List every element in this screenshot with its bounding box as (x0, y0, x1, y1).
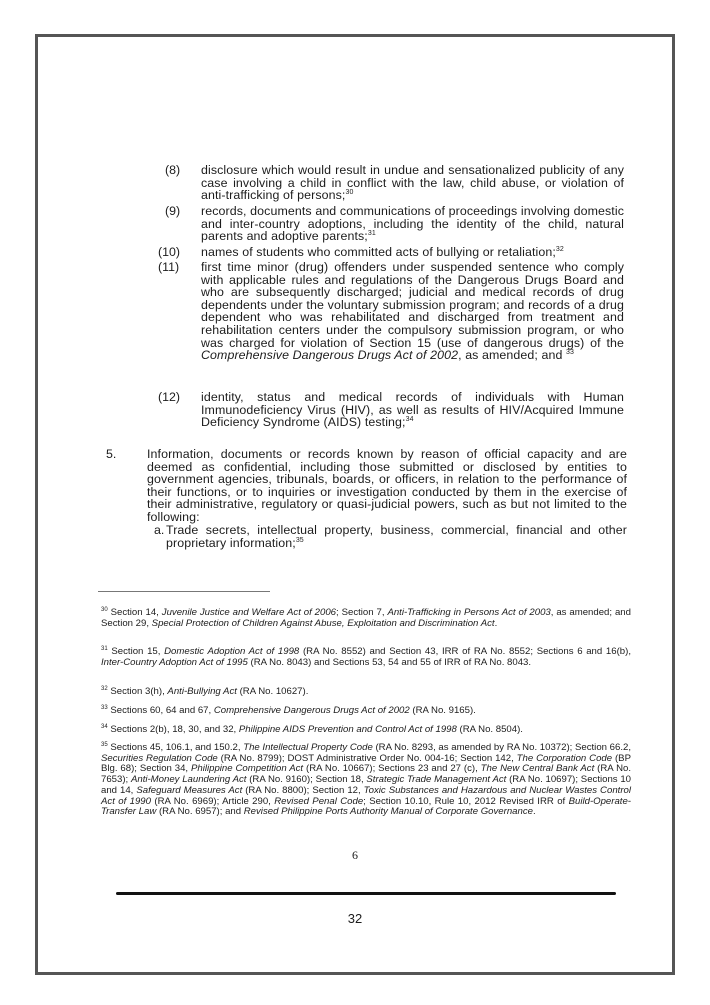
fn-text: Section 14, (107, 607, 162, 618)
fn-act: Build-Operate-Transfer Law (101, 795, 631, 818)
footnote-35 (101, 743, 631, 818)
fn-text: (RA No. 8504). (456, 724, 523, 735)
list-item-12 (201, 391, 624, 429)
fn-text: Sections 60, 64 and 67, (107, 705, 214, 716)
footnote-34 (101, 725, 631, 736)
item-number: (10) (158, 245, 181, 259)
fn-text: Sections 2(b), 18, 30, and 32, (107, 724, 239, 735)
footnote-number: 35 (101, 741, 108, 748)
fn-act: Juvenile Justice and Welfare Act of 2006 (161, 607, 337, 618)
list-item-8 (201, 164, 624, 202)
footnote-31 (101, 647, 631, 668)
fn-text: (RA No. 10627). (236, 686, 309, 697)
fn-text: (RA No. 10697); Sections 10 and 14, (101, 774, 632, 796)
list-item-9 (201, 205, 624, 243)
fn-text: . (494, 617, 498, 629)
footnote-number: 32 (101, 685, 108, 692)
item-number: (12) (158, 390, 181, 404)
section-5-text: Information, documents or records known by reason of official capacity and are deemed as confidential, including those submitted or disclosed by entities to government agencies, tribunals, boards, or officers, in relation to the performance of their functions, or to inquiries or investigation conducted by them in the exercise of their administrative, regulatory or quasi-judicial powers, such as but not limited to the following: (147, 447, 627, 524)
footnote-ref[interactable]: 35 (295, 536, 304, 544)
fn-text: (RA No. 8552) and Section 43, IRR of RA No. 8552; Sections 6 and 16(b), (299, 646, 631, 657)
fn-text: (RA No. 9165). (409, 705, 476, 716)
item-text: records, documents and communications of proceedings involving domestic and inter-country adoptions, including the identity of the child, natural parents and adoptive parents; (201, 204, 624, 244)
fn-act: The Intellectual Property Code (243, 742, 373, 753)
footnote-ref[interactable]: 33 (566, 349, 574, 357)
scanned-page (38, 37, 672, 972)
fn-text: ; Section 7, (336, 607, 388, 618)
fn-text: (RA No. 9160); Section 18, (246, 774, 367, 786)
footnote-number: 31 (101, 645, 108, 652)
footnote-33 (101, 706, 631, 717)
fn-act: The New Central Bank Act (480, 763, 595, 775)
list-item-11 (201, 261, 624, 362)
fn-act: Revised Philippine Ports Authority Manual of Corporate Governance (243, 806, 533, 818)
fn-act: Special Protection of Children Against Abuse, Exploitation and Discrimination Act (151, 617, 495, 629)
item-text: names of students who committed acts of bullying or retaliation; (201, 245, 556, 259)
fn-text: (RA No. 7653); (101, 763, 631, 786)
fn-act: Philippine Competition Act (191, 763, 304, 775)
sub-item-letter: a. (154, 523, 165, 537)
footnote-number: 30 (101, 606, 108, 613)
footnote-30 (101, 608, 631, 629)
footnote-ref[interactable]: 30 (345, 189, 354, 197)
item-number: (8) (165, 163, 181, 177)
fn-act: Securities Regulation Code (101, 752, 218, 764)
item-text: first time minor (drug) offenders under suspended sentence who comply with applicable rules and regulations of the Dangerous Drugs Board and who are subsequently discharged; judicial and medical records of drug dependents under the voluntary submission program; and records of a drug dependent who was rehabilitated and discharged from treatment and rehabilitation centers under the compulsory submission program, or who was charged for violation of Section 15 (use of dangerous drugs) of the (201, 260, 624, 350)
fn-act: Anti-Bullying Act (167, 686, 237, 697)
fn-text: (RA No. 10667); Sections 23 and 27 (c), (303, 763, 481, 775)
inner-page-number: 6 (352, 848, 358, 862)
list-item-10 (201, 246, 624, 259)
item-text: , as amended; and (458, 348, 566, 363)
section-number: 5. (106, 447, 117, 461)
fn-text: (RA No. 8799); DOST Administrative Order No. 004-16; Section 142, (217, 752, 517, 764)
outer-page-number: 32 (347, 911, 363, 926)
act-title: Comprehensive Dangerous Drugs Act of 2002 (201, 348, 459, 363)
page-frame (35, 34, 675, 975)
fn-act: The Corporation Code (516, 752, 613, 764)
fn-text: (BP Blg. 68); Section 34, (101, 752, 631, 775)
fn-act: Anti-Trafficking in Persons Act of 2003 (387, 607, 551, 618)
fn-act: Anti-Money Laundering Act (130, 774, 247, 786)
footnote-ref[interactable]: 34 (405, 416, 414, 424)
fn-text: . (532, 806, 536, 818)
footnote-separator (98, 591, 270, 592)
fn-act: Toxic Substances and Hazardous and Nuclear Wastes Control Act of 1990 (101, 784, 631, 807)
fn-text: (RA No. 8293, as amended by RA No. 10372); Section 66.2, (372, 742, 631, 753)
item-text: Trade secrets, intellectual property, business, commercial, financial and other proprietary information; (166, 523, 627, 550)
fn-text: Sections 45, 106.1, and 150.2, (107, 742, 244, 753)
fn-text: (RA No. 8800); Section 12, (242, 784, 364, 796)
sub-item-a (166, 524, 627, 549)
fn-act: Comprehensive Dangerous Drugs Act of 2002 (213, 705, 410, 716)
fn-act: Revised Penal Code (274, 795, 364, 807)
fn-text: Section 15, (107, 646, 165, 657)
fn-text: (RA No. 6957); and (156, 806, 244, 818)
footnote-ref[interactable]: 31 (367, 230, 376, 238)
fn-act: Philippine AIDS Prevention and Control Act of 1998 (238, 724, 457, 735)
fn-act: Inter-Country Adoption Act of 1995 (101, 656, 248, 668)
item-text: disclosure which would result in undue and sensationalized publicity of any case involving a child in conflict with the law, child abuse, or violation of anti-trafficking of persons; (201, 163, 624, 203)
fn-act: Strategic Trade Management Act (366, 774, 507, 786)
fn-text: , as amended; and Section 29, (101, 607, 631, 629)
fn-act: Safeguard Measures Act (136, 784, 243, 796)
footnote-32 (101, 687, 631, 698)
page-separator-bar (116, 892, 616, 895)
fn-text: ; Section 10.10, Rule 10, 2012 Revised IRR of (363, 795, 569, 807)
item-number: (11) (158, 260, 180, 274)
fn-text: (RA No. 6969); Article 290, (150, 795, 275, 807)
footnote-number: 34 (101, 723, 108, 730)
footnote-number: 33 (101, 704, 108, 711)
fn-act: Domestic Adoption Act of 1998 (164, 646, 300, 657)
fn-text: Section 3(h), (107, 686, 168, 697)
footnote-ref[interactable]: 32 (555, 245, 564, 253)
item-text: identity, status and medical records of individuals with Human Immunodeficiency Virus (HIV), as well as results of HIV/Acquired Immune Deficiency Syndrome (AIDS) testing; (201, 390, 624, 430)
fn-text: (RA No. 8043) and Sections 53, 54 and 55 of IRR of RA No. 8043. (247, 656, 532, 668)
item-number: (9) (165, 204, 181, 218)
